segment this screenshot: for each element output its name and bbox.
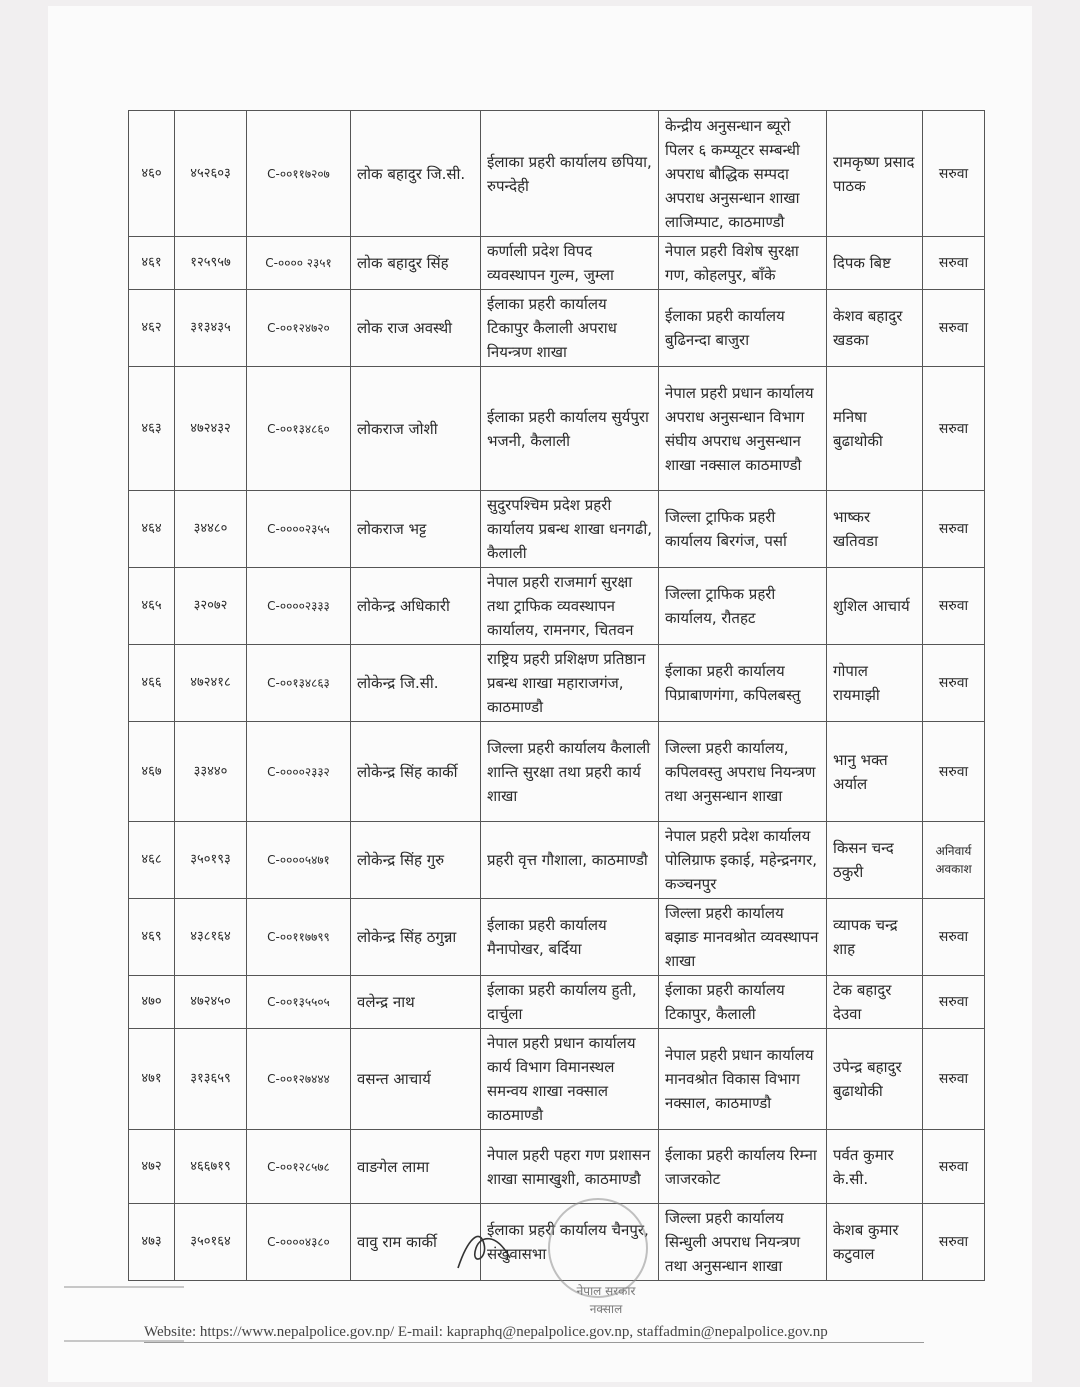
person-name: लोकराज भट्ट xyxy=(351,491,481,568)
row-number: ४६१ xyxy=(129,237,175,290)
from-office: राष्ट्रिय प्रहरी प्रशिक्षण प्रतिष्ठान प्रबन्ध शाखा महाराजगंज, काठमाण्डौ xyxy=(481,645,659,722)
remark: अनिवार्य अवकाश xyxy=(923,822,985,899)
table-row xyxy=(129,1130,985,1204)
table-row xyxy=(129,722,985,822)
code-number: C-००००२३३२ xyxy=(247,722,351,822)
remark: सरुवा xyxy=(923,645,985,722)
decision-maker: केशव बहादुर खडका xyxy=(827,290,923,367)
from-office: नेपाल प्रहरी पहरा गण प्रशासन शाखा सामाखुशी, काठमाण्डौ xyxy=(481,1130,659,1204)
table-row xyxy=(129,367,985,491)
from-office: ईलाका प्रहरी कार्यालय सुर्यपुरा भजनी, कैलाली xyxy=(481,367,659,491)
code-number: C-००१२७४४४ xyxy=(247,1029,351,1130)
code-number: C-००११७२०७ xyxy=(247,111,351,237)
row-number: ४७३ xyxy=(129,1204,175,1281)
code-number: C-००००४३८० xyxy=(247,1204,351,1281)
signature xyxy=(450,1218,520,1278)
row-number: ४६९ xyxy=(129,899,175,976)
to-office: नेपाल प्रहरी प्रदेश कार्यालय पोलिग्राफ इकाई, महेन्द्रनगर, कञ्चनपुर xyxy=(659,822,827,899)
code-number: C-००११७७९९ xyxy=(247,899,351,976)
to-office: नेपाल प्रहरी विशेष सुरक्षा गण, कोहलपुर, बाँके xyxy=(659,237,827,290)
code-number: C-००१३५५०५ xyxy=(247,976,351,1029)
table-row xyxy=(129,491,985,568)
to-office: ईलाका प्रहरी कार्यालय पिप्राबाणगंगा, कपिलबस्तु xyxy=(659,645,827,722)
decision-maker: भाष्कर खतिवडा xyxy=(827,491,923,568)
remark: सरुवा xyxy=(923,1130,985,1204)
row-number: ४६० xyxy=(129,111,175,237)
stamp-text: नेपाल सरकार नक्साल xyxy=(576,1284,636,1316)
from-office: नेपाल प्रहरी प्रधान कार्यालय कार्य विभाग विमानस्थल समन्वय शाखा नक्साल काठमाण्डौ xyxy=(481,1029,659,1130)
decision-maker: भानु भक्त अर्याल xyxy=(827,722,923,822)
decision-maker: टेक बहादुर देउवा xyxy=(827,976,923,1029)
remark: सरुवा xyxy=(923,722,985,822)
row-number: ४६३ xyxy=(129,367,175,491)
row-number: ४७२ xyxy=(129,1130,175,1204)
person-name: लोक बहादुर जि.सी. xyxy=(351,111,481,237)
decision-maker: शुशिल आचार्य xyxy=(827,568,923,645)
scan-mark xyxy=(64,1286,184,1288)
remark: सरुवा xyxy=(923,237,985,290)
person-name: लोक राज अवस्थी xyxy=(351,290,481,367)
table-row xyxy=(129,111,985,237)
to-office: जिल्ला ट्राफिक प्रहरी कार्यालय बिरगंज, पर्सा xyxy=(659,491,827,568)
to-office: जिल्ला प्रहरी कार्यालय सिन्धुली अपराध नियन्त्रण तथा अनुसन्धान शाखा xyxy=(659,1204,827,1281)
table-row xyxy=(129,568,985,645)
table-row xyxy=(129,822,985,899)
from-office: जिल्ला प्रहरी कार्यालय कैलाली शान्ति सुरक्षा तथा प्रहरी कार्य शाखा xyxy=(481,722,659,822)
from-office: कर्णाली प्रदेश विपद व्यवस्थापन गुल्म, जुम्ला xyxy=(481,237,659,290)
row-number: ४६४ xyxy=(129,491,175,568)
person-name: लोकेन्द्र सिंह ठगुन्ना xyxy=(351,899,481,976)
row-number: ४७१ xyxy=(129,1029,175,1130)
remark: सरुवा xyxy=(923,568,985,645)
decision-maker: किसन चन्द ठकुरी xyxy=(827,822,923,899)
remark: सरुवा xyxy=(923,290,985,367)
decision-maker: गोपाल रायमाझी xyxy=(827,645,923,722)
decision-maker: केशब कुमार कटुवाल xyxy=(827,1204,923,1281)
row-number: ४६२ xyxy=(129,290,175,367)
police-id: ३१३४३५ xyxy=(175,290,247,367)
code-number: C-०००० २३५१ xyxy=(247,237,351,290)
from-office: ईलाका प्रहरी कार्यालय मैनापोखर, बर्दिया xyxy=(481,899,659,976)
person-name: वसन्त आचार्य xyxy=(351,1029,481,1130)
table-row xyxy=(129,645,985,722)
remark: सरुवा xyxy=(923,111,985,237)
police-id: ४५२६०३ xyxy=(175,111,247,237)
person-name: लोकेन्द्र सिंह गुरु xyxy=(351,822,481,899)
table-row xyxy=(129,899,985,976)
police-id: ३५०१९३ xyxy=(175,822,247,899)
remark: सरुवा xyxy=(923,899,985,976)
decision-maker: उपेन्द्र बहादुर बुढाथोकी xyxy=(827,1029,923,1130)
decision-maker: पर्वत कुमार के.सी. xyxy=(827,1130,923,1204)
police-id: ४३८१६४ xyxy=(175,899,247,976)
police-id: ४६६७१९ xyxy=(175,1130,247,1204)
remark: सरुवा xyxy=(923,976,985,1029)
to-office: नेपाल प्रहरी प्रधान कार्यालय अपराध अनुसन्धान विभाग संघीय अपराध अनुसन्धान शाखा नक्साल काठमाण्डौ xyxy=(659,367,827,491)
table-row xyxy=(129,237,985,290)
police-id: ३३४४० xyxy=(175,722,247,822)
to-office: नेपाल प्रहरी प्रधान कार्यालय मानवश्रोत विकास विभाग नक्साल, काठमाण्डौ xyxy=(659,1029,827,1130)
decision-maker: दिपक बिष्ट xyxy=(827,237,923,290)
person-name: वावु राम कार्की xyxy=(351,1204,481,1281)
to-office: ईलाका प्रहरी कार्यालय टिकापुर, कैलाली xyxy=(659,976,827,1029)
person-name: लोकेन्द्र सिंह कार्की xyxy=(351,722,481,822)
row-number: ४६८ xyxy=(129,822,175,899)
from-office: ईलाका प्रहरी कार्यालय चैनपुर, संखुवासभा xyxy=(481,1204,659,1281)
police-id: ३४४८० xyxy=(175,491,247,568)
code-number: C-००१२४७२० xyxy=(247,290,351,367)
table-row xyxy=(129,290,985,367)
row-number: ४६५ xyxy=(129,568,175,645)
from-office: प्रहरी वृत्त गौशाला, काठमाण्डौ xyxy=(481,822,659,899)
person-name: लोकराज जोशी xyxy=(351,367,481,491)
police-id: ४७२४१८ xyxy=(175,645,247,722)
remark: सरुवा xyxy=(923,1204,985,1281)
person-name: लोकेन्द्र अधिकारी xyxy=(351,568,481,645)
row-number: ४६७ xyxy=(129,722,175,822)
footer-contact: Website: https://www.nepalpolice.gov.np/ E-mail: kapraphq@nepalpolice.gov.np, staffadmin@nepalpolice.gov.np xyxy=(144,1322,924,1343)
remark: सरुवा xyxy=(923,491,985,568)
to-office: ईलाका प्रहरी कार्यालय रिम्ना जाजरकोट xyxy=(659,1130,827,1204)
to-office: केन्द्रीय अनुसन्धान ब्यूरो पिलर ६ कम्प्यूटर सम्बन्धी अपराध बौद्धिक सम्पदा अपराध अनुसन्धान शाखा लाजिम्पाट, काठमाण्डौ xyxy=(659,111,827,237)
police-id: ३५०१६४ xyxy=(175,1204,247,1281)
code-number: C-००००२३३३ xyxy=(247,568,351,645)
to-office: जिल्ला प्रहरी कार्यालय, कपिलवस्तु अपराध नियन्त्रण तथा अनुसन्धान शाखा xyxy=(659,722,827,822)
person-name: लोकेन्द्र जि.सी. xyxy=(351,645,481,722)
from-office: ईलाका प्रहरी कार्यालय छपिया, रुपन्देही xyxy=(481,111,659,237)
to-office: ईलाका प्रहरी कार्यालय बुढिनन्दा बाजुरा xyxy=(659,290,827,367)
person-name: वाङगेल लामा xyxy=(351,1130,481,1204)
police-id: ३१३६५९ xyxy=(175,1029,247,1130)
decision-maker: व्यापक चन्द्र शाह xyxy=(827,899,923,976)
transfer-table xyxy=(128,110,985,1281)
decision-maker: मनिषा बुढाथोकी xyxy=(827,367,923,491)
from-office: नेपाल प्रहरी राजमार्ग सुरक्षा तथा ट्राफिक व्यवस्थापन कार्यालय, रामनगर, चितवन xyxy=(481,568,659,645)
remark: सरुवा xyxy=(923,367,985,491)
person-name: लोक बहादुर सिंह xyxy=(351,237,481,290)
from-office: ईलाका प्रहरी कार्यालय हुती, दार्चुला xyxy=(481,976,659,1029)
code-number: C-००१२८५७८ xyxy=(247,1130,351,1204)
code-number: C-००००५४७१ xyxy=(247,822,351,899)
to-office: जिल्ला प्रहरी कार्यालय बझाङ मानवश्रोत व्यवस्थापन शाखा xyxy=(659,899,827,976)
from-office: सुदुरपश्चिम प्रदेश प्रहरी कार्यालय प्रबन्ध शाखा धनगढी, कैलाली xyxy=(481,491,659,568)
row-number: ४७० xyxy=(129,976,175,1029)
decision-maker: रामकृष्ण प्रसाद पाठक xyxy=(827,111,923,237)
from-office: ईलाका प्रहरी कार्यालय टिकापुर कैलाली अपराध नियन्त्रण शाखा xyxy=(481,290,659,367)
police-id: ३२०७२ xyxy=(175,568,247,645)
table-row xyxy=(129,976,985,1029)
to-office: जिल्ला ट्राफिक प्रहरी कार्यालय, रौतहट xyxy=(659,568,827,645)
code-number: C-००१३४८६० xyxy=(247,367,351,491)
police-id: ४७२४५० xyxy=(175,976,247,1029)
row-number: ४६६ xyxy=(129,645,175,722)
police-id: ४७२४३२ xyxy=(175,367,247,491)
remark: सरुवा xyxy=(923,1029,985,1130)
person-name: वलेन्द्र नाथ xyxy=(351,976,481,1029)
police-id: १२५९५७ xyxy=(175,237,247,290)
code-number: C-००१३४८६३ xyxy=(247,645,351,722)
table-row xyxy=(129,1029,985,1130)
code-number: C-००००२३५५ xyxy=(247,491,351,568)
